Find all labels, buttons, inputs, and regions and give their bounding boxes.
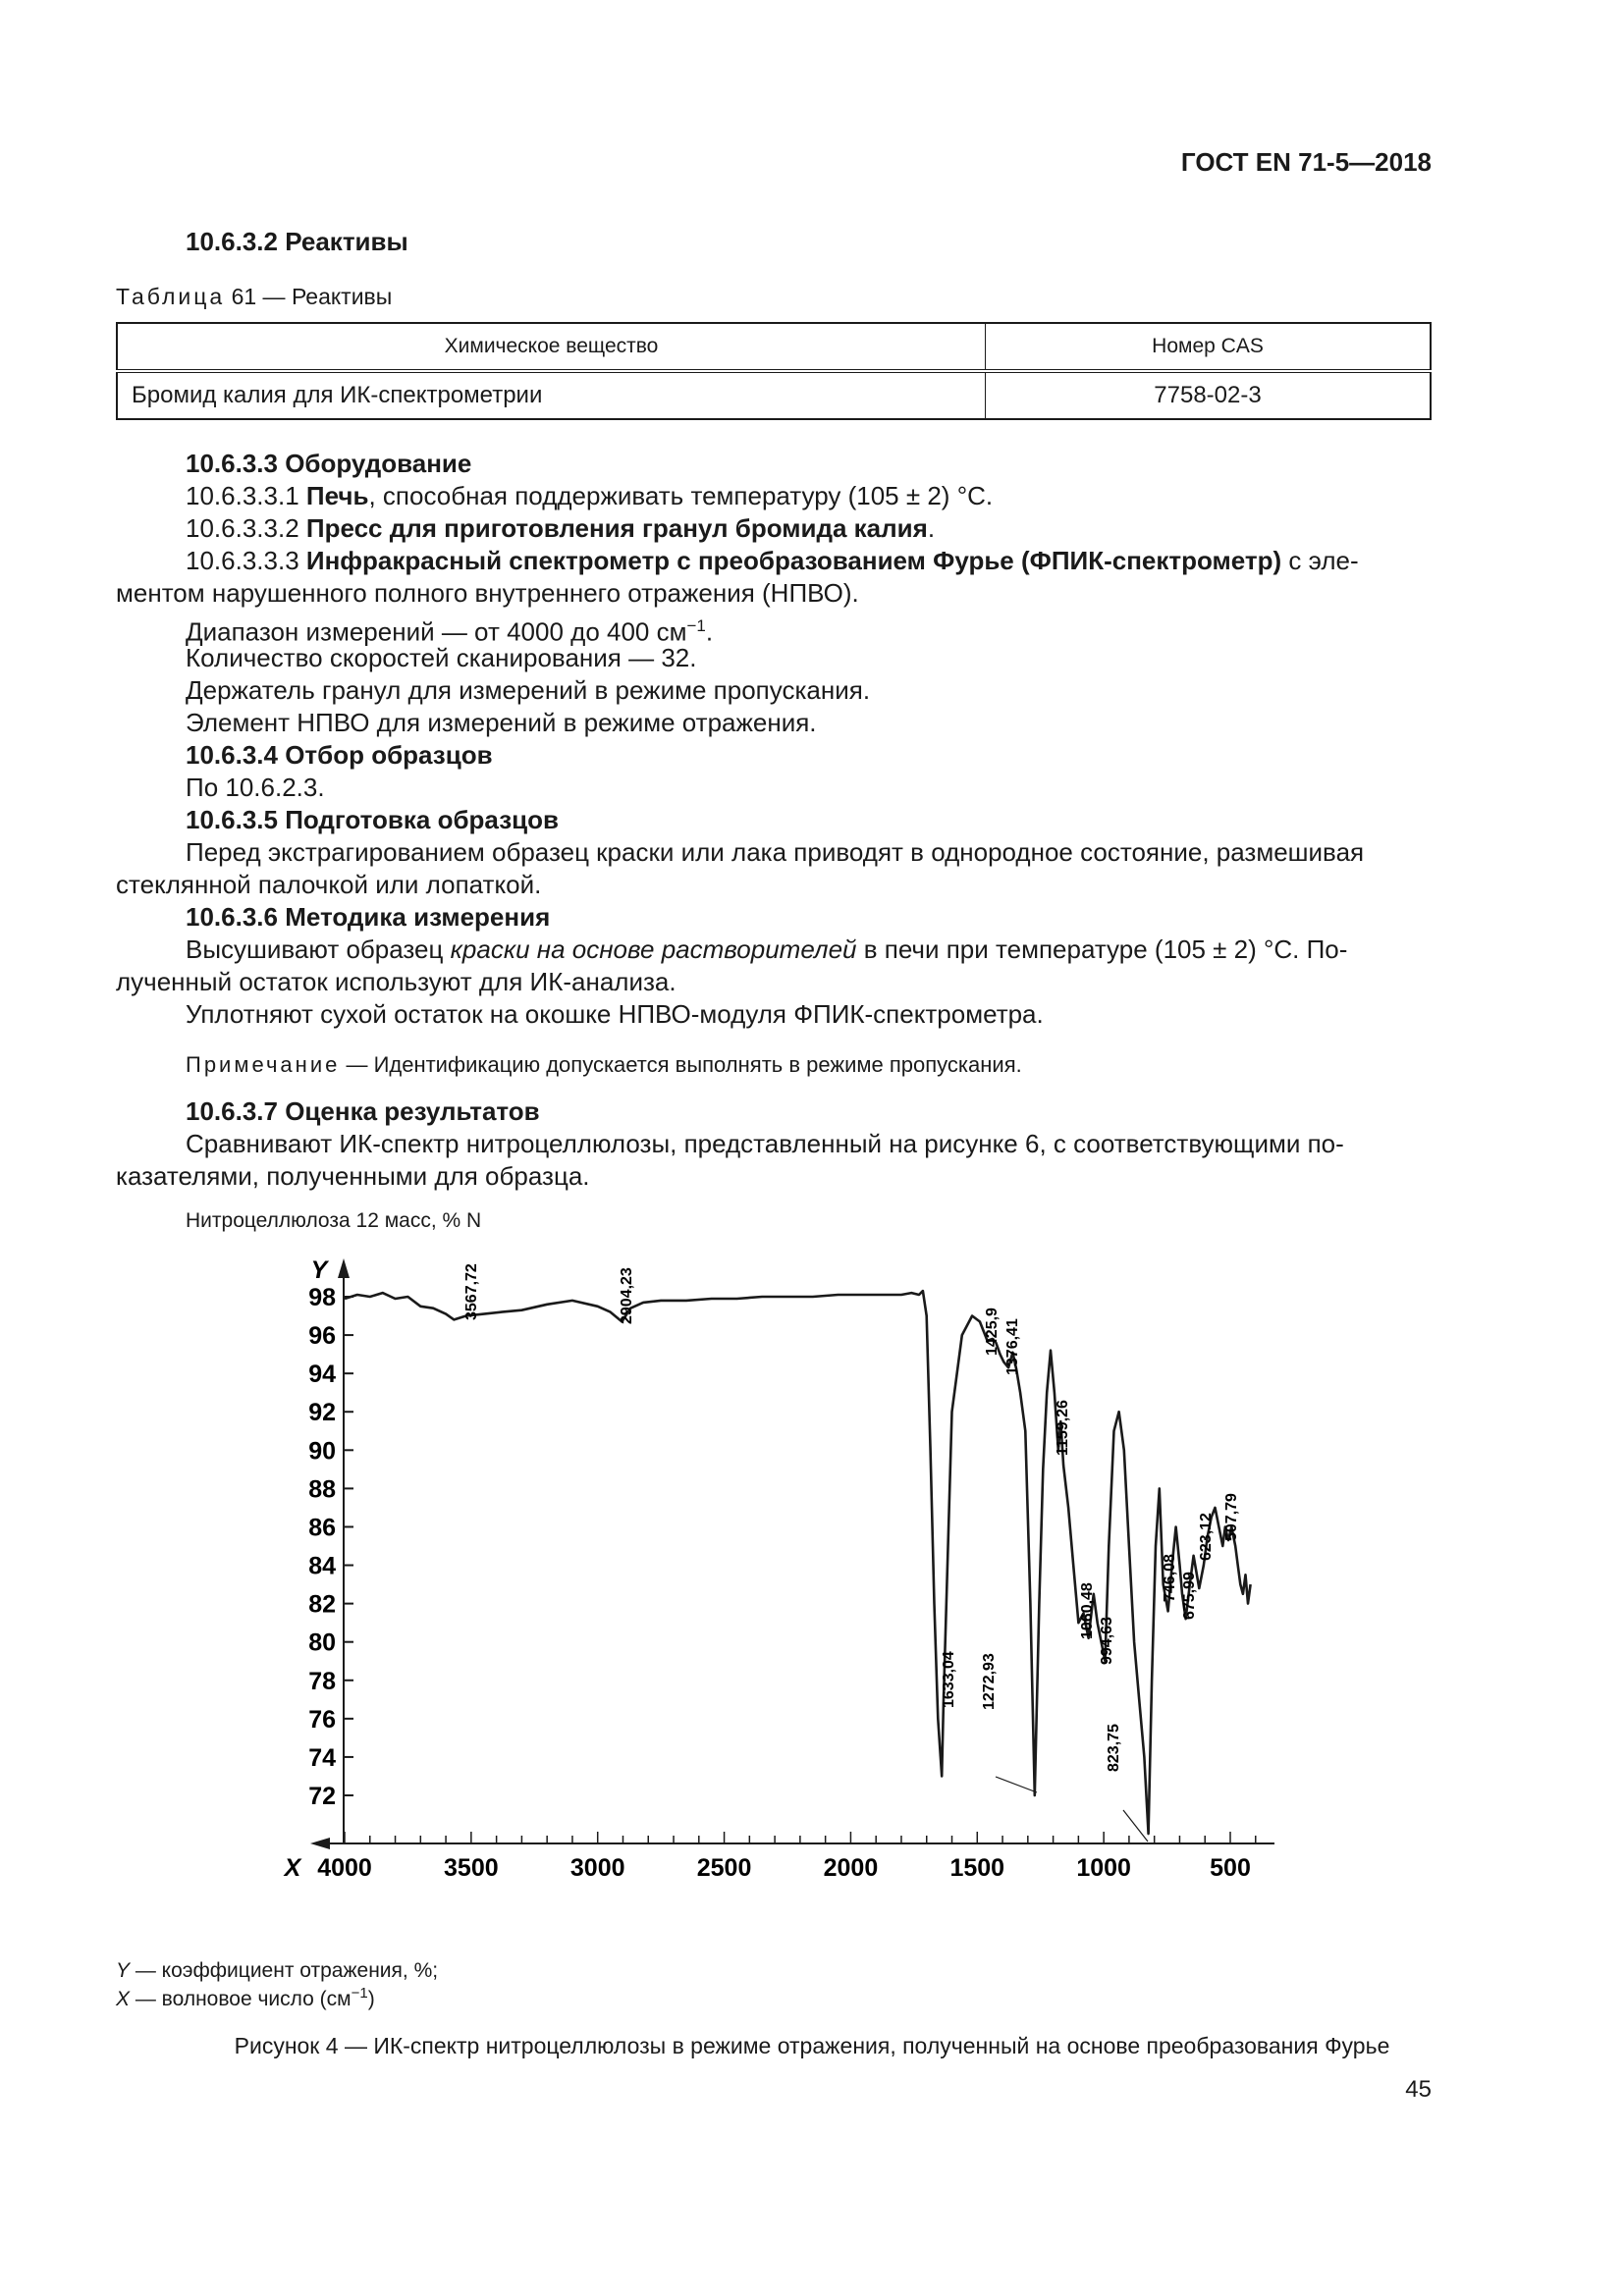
text-italic: краски на основе растворителей	[450, 934, 857, 964]
para-text: , способная поддерживать температуру (105 ± 2) °С.	[368, 481, 994, 510]
text-part: в печи при температуре (105 ± 2) °С. По-	[856, 934, 1348, 964]
section-10634-text: По 10.6.2.3.	[186, 773, 325, 802]
y-axis-letter: Y	[310, 1256, 328, 1284]
y-axis-arrow	[338, 1258, 350, 1278]
section-10634-title: 10.6.3.4 Отбор образцов	[186, 740, 493, 770]
x-axis-arrow	[310, 1838, 330, 1849]
legend-y-letter: Y	[116, 1959, 131, 1982]
para-bold: Печь	[305, 481, 369, 510]
section-10635-title: 10.6.3.5 Подготовка образцов	[186, 805, 559, 834]
y-tick-label: 84	[308, 1552, 336, 1580]
para-text: .	[927, 513, 936, 543]
text-part: Высушивают образец	[186, 934, 451, 964]
range-text: Диапазон измерений — от 4000 до 400 см	[186, 616, 687, 647]
para-bold: Инфракрасный спектрометр с преобразованием Фурье (ФПИК-спектрометр)	[305, 546, 1282, 575]
table-header-cas: Номер CAS	[986, 323, 1432, 371]
legend-x	[116, 1985, 375, 2011]
para-number: 10.6.3.3.2	[186, 513, 306, 543]
x-tick-label: 3000	[569, 1854, 625, 1882]
x-tick-label: 1000	[1076, 1854, 1131, 1882]
section-10636-line3: Уплотняют сухой остаток на окошке НПВО-модуля ФПИК-спектрометра.	[186, 999, 1044, 1029]
legend-x-letter: X	[116, 1988, 131, 2010]
y-tick-label: 82	[308, 1590, 336, 1619]
peak-label: 2904,23	[619, 1267, 635, 1324]
scan-count: Количество скоростей сканирования — 32.	[186, 643, 697, 672]
note-label: Примечание	[186, 1052, 341, 1077]
y-tick-label: 78	[308, 1667, 336, 1695]
y-tick-label: 80	[308, 1629, 336, 1657]
y-tick-label: 86	[308, 1514, 336, 1542]
peak-label: 507,79	[1223, 1493, 1240, 1541]
peak-label: 1425,9	[984, 1308, 1001, 1356]
table-cell-cas: 7758-02-3	[986, 371, 1432, 419]
peak-label: 994,63	[1099, 1617, 1115, 1665]
section-10636-line2: лученный остаток используют для ИК-анализа.	[116, 967, 677, 996]
chart-axes	[283, 1256, 1274, 1882]
peak-leader-line	[996, 1777, 1037, 1792]
section-10636-title: 10.6.3.6 Методика измерения	[186, 902, 551, 932]
section-10635-line1: Перед экстрагированием образец краски или лака приводят в однородное состояние, размешивая	[186, 837, 1365, 867]
para-text: с эле-	[1281, 546, 1359, 575]
legend-x-sup: −1	[351, 1985, 368, 2002]
peak-label: 1060,48	[1079, 1582, 1096, 1639]
para-number: 10.6.3.3.3	[186, 546, 306, 575]
pellet-holder: Держатель гранул для измерений в режиме пропускания.	[186, 675, 871, 705]
table-caption-rest: 61 — Реактивы	[225, 284, 393, 309]
y-tick-label: 94	[308, 1361, 336, 1389]
y-tick-label: 90	[308, 1437, 336, 1466]
peak-label: 823,75	[1106, 1724, 1122, 1772]
y-tick-label: 88	[308, 1475, 336, 1504]
x-tick-label: 3500	[444, 1854, 499, 1882]
table-cell-substance: Бромид калия для ИК-спектрометрии	[117, 371, 986, 419]
section-10633-title: 10.6.3.3 Оборудование	[186, 449, 472, 478]
peak-label: 1272,93	[981, 1653, 998, 1710]
y-tick-label: 74	[308, 1743, 336, 1772]
table-header-substance: Химическое вещество	[117, 323, 986, 371]
para-bold: Пресс для приготовления гранул бромида калия	[305, 513, 928, 543]
y-tick-label: 72	[308, 1783, 336, 1810]
x-tick-label: 2000	[823, 1854, 879, 1882]
x-tick-label: 4000	[317, 1854, 372, 1882]
x-axis-letter: X	[284, 1854, 301, 1882]
section-10635-line2: стеклянной палочкой или лопаткой.	[116, 870, 542, 899]
x-tick-label: 2500	[696, 1854, 752, 1882]
peak-label: 623,12	[1198, 1513, 1215, 1561]
peak-label: 1376,41	[1004, 1318, 1021, 1375]
table-caption-label: Таблица	[116, 284, 226, 309]
y-tick-label: 76	[308, 1705, 336, 1734]
section-10637-line1: Сравнивают ИК-спектр нитроцеллюлозы, представленный на рисунке 6, с соответствующими по-	[186, 1129, 1344, 1158]
para-number: 10.6.3.3.1	[186, 481, 306, 510]
peak-label: 1633,04	[941, 1651, 957, 1708]
peak-label: 746,08	[1162, 1554, 1178, 1602]
section-10637-title: 10.6.3.7 Оценка результатов	[186, 1096, 540, 1126]
figure-subtitle: Нитроцеллюлоза 12 масс, % N	[186, 1209, 482, 1232]
legend-y	[116, 1959, 438, 1983]
x-tick-label: 500	[1210, 1854, 1251, 1882]
peak-label: 3567,72	[463, 1263, 480, 1320]
para-10633-3-line2: ментом нарушенного полного внутреннего отражения (НПВО).	[116, 578, 859, 608]
section-10632-title: 10.6.3.2 Реактивы	[186, 227, 408, 256]
y-tick-label: 98	[308, 1284, 336, 1311]
standard-number: ГОСТ EN 71-5—2018	[1180, 147, 1432, 177]
x-tick-label: 1500	[949, 1854, 1005, 1882]
section-10637-line2: казателями, полученными для образца.	[116, 1161, 590, 1191]
range-sup: −1	[686, 616, 706, 635]
legend-x-text: — волновое число (см	[130, 1988, 352, 2010]
peak-label: 675,99	[1181, 1572, 1198, 1620]
legend-y-text: — коэффициент отражения, %;	[130, 1959, 439, 1982]
peak-label: 1159,26	[1055, 1400, 1071, 1456]
legend-x-end: )	[367, 1988, 375, 2010]
note-text: — Идентификацию допускается выполнять в режиме пропускания.	[340, 1052, 1022, 1077]
y-tick-label: 96	[308, 1322, 336, 1351]
peak-leader-line	[1123, 1810, 1148, 1842]
page-number: 45	[1405, 2076, 1432, 2103]
range-end: .	[705, 616, 714, 647]
y-tick-label: 92	[308, 1399, 336, 1427]
atr-element: Элемент НПВО для измерений в режиме отражения.	[186, 708, 817, 737]
figure-caption: Рисунок 4 — ИК-спектр нитроцеллюлозы в режиме отражения, полученный на основе преобразования Фурье	[234, 2033, 1390, 2058]
